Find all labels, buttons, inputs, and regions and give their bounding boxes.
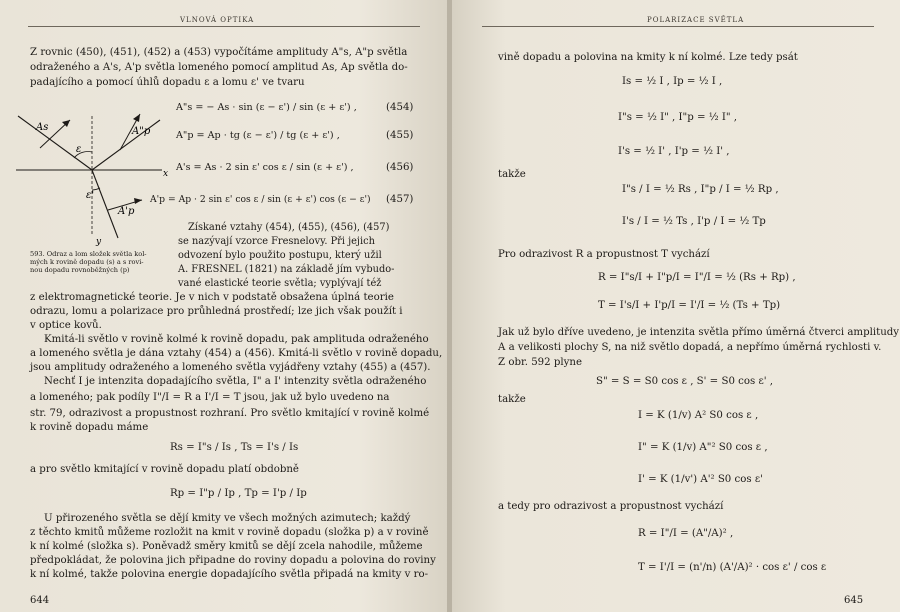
intro-line: odraženého a A's, A'p světla lomeného pomocí amplitud As, Ap světla do- <box>30 62 408 73</box>
formula-number: (456) <box>386 162 414 173</box>
body-line: k ní kolmé (složka s). Poněvadž směry kmitů se dějí zcela nahodile, můžeme <box>30 541 423 552</box>
running-head-left: VLNOVÁ OPTIKA <box>180 16 255 24</box>
equation-T: T = I's/I + I'p/I = I'/I = ½ (Ts + Tp) <box>598 300 781 311</box>
body-line: str. 79, odrazivost a propustnost rozhraní. Pro světlo kmitající v rovině kolmé <box>30 408 430 419</box>
figure-caption: nou dopadu rovnoběžných (p) <box>30 266 130 274</box>
running-head-right: POLARIZACE SVĚTLA <box>647 16 745 24</box>
page-number: 644 <box>30 595 50 606</box>
intro-line: Z rovnic (450), (451), (452) a (453) vypočítáme amplitudy A"s, A"p světla <box>30 47 408 58</box>
equation: I's / I = ½ Ts , I'p / I = ½ Tp <box>622 216 766 227</box>
side-text-line: vané elastické teorie světla; vyplývají též <box>178 278 382 289</box>
body-line: odrazu, lomu a polarizace pro průhledná prostředí; lze jich však použít i <box>30 306 403 317</box>
body-line: k ní kolmé, takže polovina energie dopadajícího světla připadá na kmity v ro- <box>30 569 429 580</box>
body-line: jsou amplitudy odraženého a lomeného světla vyjádřeny vztahy (455) a (457). <box>30 362 431 373</box>
formula-454: A"s = − As · sin (ε − ε') / sin (ε + ε') , <box>176 102 357 113</box>
formula-456: A's = As · 2 sin ε' cos ε / sin (ε + ε') , <box>176 162 354 173</box>
body-line: z těchto kmitů můžeme rozložit na kmit v rovině dopadu (složka p) a v rovině <box>30 527 429 538</box>
formula-number: (455) <box>386 130 414 141</box>
equation-S: S" = S = S0 cos ε , S' = S0 cos ε' , <box>596 376 774 387</box>
left-page <box>0 0 449 612</box>
equation-s: Rs = I"s / Is , Ts = I's / Is <box>170 442 299 453</box>
figure-label-As: As <box>36 122 49 133</box>
side-text-line: odvození bylo použito postupu, který užil <box>178 250 382 261</box>
formula-457: A'p = Ap · 2 sin ε' cos ε / sin (ε + ε') cos (ε − ε') <box>150 194 371 205</box>
head-rule <box>482 26 874 27</box>
formula-455: A"p = Ap · tg (ε − ε') / tg (ε + ε') , <box>176 130 340 141</box>
figure-label-eps2: ε' <box>86 190 95 201</box>
figure-label-x: x <box>163 169 169 179</box>
formula-number: (457) <box>386 194 414 205</box>
equation: I"s / I = ½ Rs , I"p / I = ½ Rp , <box>622 184 779 195</box>
body-line: Jak už bylo dříve uvedeno, je intenzita světla přímo úměrná čtverci amplitudy <box>498 327 900 338</box>
body-line: Nechť I je intenzita dopadajícího světla, I" a I' intenzity světla odraženého <box>44 376 427 387</box>
figure-label-y: y <box>96 237 102 246</box>
figure-label-Ap1: A'p <box>118 206 135 217</box>
formula-number: (454) <box>386 102 414 113</box>
equation-I: I' = K (1/v') A'² S0 cos ε' <box>638 474 763 485</box>
body-line: A a velikosti plochy S, na niž světlo dopadá, a nepřímo úměrná rychlosti v. <box>498 342 882 353</box>
figure-593 <box>12 106 172 246</box>
equation: I's = ½ I' , I'p = ½ I' , <box>618 146 730 157</box>
body-line: Z obr. 592 plyne <box>498 357 583 368</box>
side-text-line: Získané vztahy (454), (455), (456), (457) <box>188 222 390 233</box>
equation-R: R = I"s/I + I"p/I = I"/I = ½ (Rs + Rp) , <box>598 272 796 283</box>
figure-caption: 593. Odraz a lom složek světla kol- <box>30 250 147 258</box>
equation-p: Rp = I"p / Ip , Tp = I'p / Ip <box>170 488 307 499</box>
body-line: a lomeného světla je dána vztahy (454) a (456). Kmitá-li světlo v rovině dopadu, <box>30 348 443 359</box>
intro-line: padajícího a pomocí úhlů dopadu ε a lomu ε' ve tvaru <box>30 77 305 88</box>
equation: I"s = ½ I" , I"p = ½ I" , <box>618 112 738 123</box>
side-text-line: se nazývají vzorce Fresnelovy. Při jejich <box>178 236 375 247</box>
body-line: z elektromagnetické teorie. Je v nich v podstatě obsažena úplná teorie <box>30 292 394 303</box>
head-rule <box>28 26 420 27</box>
right-page <box>452 0 900 612</box>
equation: Is = ½ I , Ip = ½ I , <box>622 76 723 87</box>
figure-caption: mých k rovině dopadu (s) a s rovi- <box>30 258 144 266</box>
figure-label-Ap2: A"p <box>132 126 151 137</box>
body-line: a tedy pro odrazivost a propustnost vychází <box>498 501 724 512</box>
body-line: a pro světlo kmitající v rovině dopadu platí obdobně <box>30 464 299 475</box>
body-line: k rovině dopadu máme <box>30 422 149 433</box>
body-line: takže <box>498 394 526 405</box>
equation-R-final: R = I"/I = (A"/A)² , <box>638 528 734 539</box>
figure-label-eps: ε <box>76 144 82 155</box>
body-line: v optice kovů. <box>30 320 102 331</box>
side-text-line: A. FRESNEL (1821) na základě jím vybudo- <box>178 264 395 275</box>
body-line: a lomeného; pak podíly I"/I = R a I'/I = T jsou, jak už bylo uvedeno na <box>30 392 390 403</box>
body-line: U přirozeného světla se dějí kmity ve všech možných azimutech; každý <box>44 513 411 524</box>
body-line: Pro odrazivost R a propustnost T vychází <box>498 249 710 260</box>
page-number: 645 <box>844 595 864 606</box>
body-line: předpokládat, že polovina jich připadne do roviny dopadu a polovina do roviny <box>30 555 436 566</box>
body-line: Kmitá-li světlo v rovině kolmé k rovině dopadu, pak amplituda odraženého <box>44 334 429 345</box>
equation-T-final: T = I'/I = (n'/n) (A'/A)² · cos ε' / cos ε <box>638 562 827 573</box>
equation-I: I = K (1/v) A² S0 cos ε , <box>638 410 759 421</box>
equation-I: I" = K (1/v) A"² S0 cos ε , <box>638 442 768 453</box>
body-line: vině dopadu a polovina na kmity k ní kolmé. Lze tedy psát <box>498 52 798 63</box>
body-line: takže <box>498 169 526 180</box>
